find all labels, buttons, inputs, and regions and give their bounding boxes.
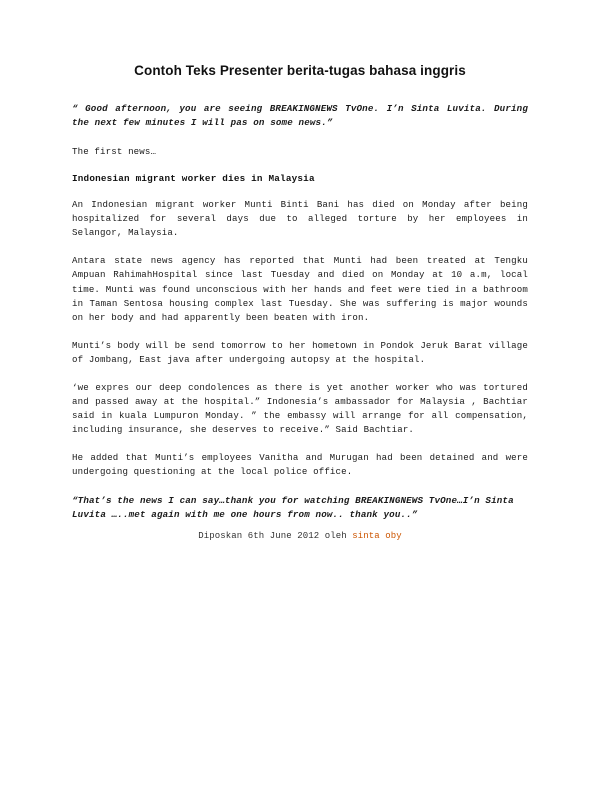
news-paragraph: He added that Munti’s employees Vanitha and Murugan had been detained and were undergoing questioning at the local police office. [72,452,528,478]
closing-quote: “That’s the news I can say…thank you for watching BREAKINGNEWS TvOne…I’n Sinta Luvita …..met again with me one hours from now.. thank you..” [72,494,514,521]
lead-in-text: The first news… [72,145,157,157]
news-paragraph: Antara state news agency has reported that Munti had been treated at Tengku Ampuan RahimahHospital since last Tuesday and died on Monday at 10 a.m, local time. Munti was found unconscious with her hands and feet were tied in a bathroom in Taman Sentosa housing complex last Tuesday. She was suffering is major wounds on her body and had apparently been beaten with iron. [72,255,528,323]
post-meta [72,531,528,541]
opening-quote: “ Good afternoon, you are seeing BREAKINGNEWS TvOne. I’n Sinta Luvita. During the next few minutes I will pas on some news.” [72,102,528,129]
post-meta-text: Diposkan 6th June 2012 oleh [198,531,353,542]
page-title: Contoh Teks Presenter berita-tugas bahasa inggris [134,63,466,78]
news-paragraph: ‘we expres our deep condolences as there is yet another worker who was tortured and passed away at the hospital.” Indonesia’s ambassador for Malaysia , Bachtiar said in kuala Lumpuron Monday. ” the embassy will arrange for all compensation, including insurance, she deserves to receive.” Said Bachtiar. [72,382,528,436]
news-headline: Indonesian migrant worker dies in Malaysia [72,173,315,185]
news-paragraph: An Indonesian migrant worker Munti Binti Bani has died on Monday after being hospitalized for several days due to alleged torture by her employees in Selangor, Malaysia. [72,199,528,239]
news-paragraph: Munti’s body will be send tomorrow to her hometown in Pondok Jeruk Barat village of Jombang, East java after undergoing autopsy at the hospital. [72,339,528,365]
author-link[interactable]: sinta oby [352,531,402,542]
